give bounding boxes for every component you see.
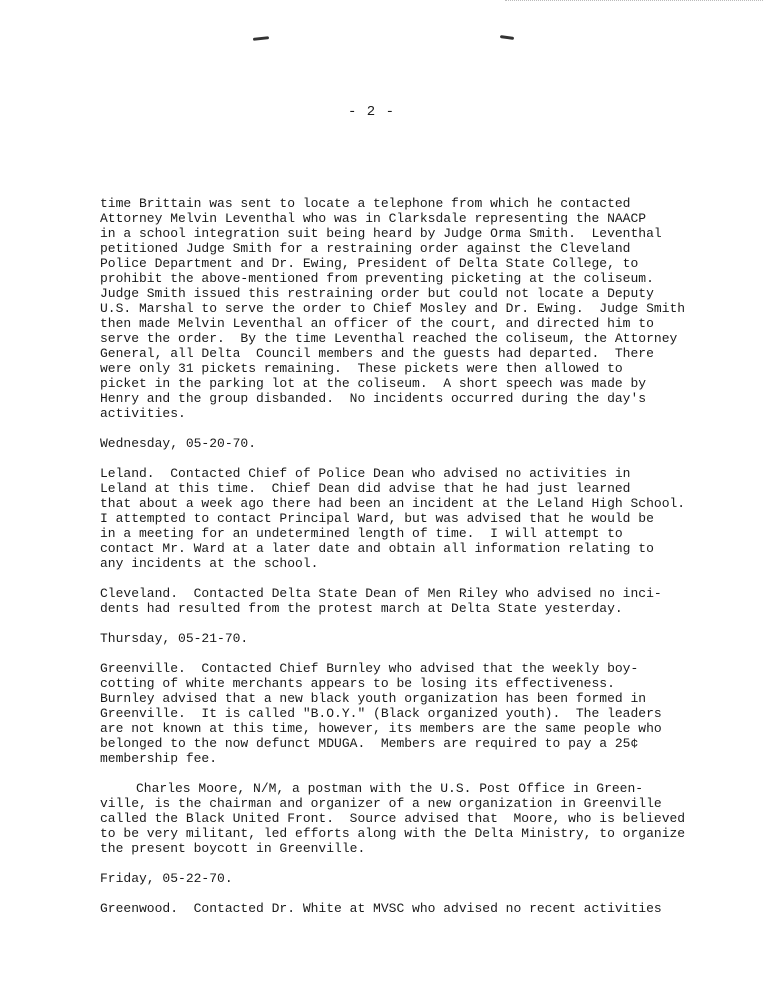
- text-line: Police Department and Dr. Ewing, President of Delta State College, to: [100, 256, 639, 271]
- text-line: activities.: [100, 406, 186, 421]
- text-line: General, all Delta Council members and the guests had departed. There: [100, 346, 654, 361]
- text-line: ville, is the chairman and organizer of a new organization in Greenville: [100, 796, 662, 811]
- document-body: [100, 196, 686, 916]
- text-line: Leland. Contacted Chief of Police Dean who advised no activities in: [100, 466, 631, 481]
- text-line: Greenville. It is called "B.O.Y." (Black organized youth). The leaders: [100, 706, 662, 721]
- text-line: Greenville. Contacted Chief Burnley who advised that the weekly boy-: [100, 661, 639, 676]
- text-line: serve the order. By the time Leventhal reached the coliseum, the Attorney: [100, 331, 678, 346]
- text-line: belonged to the now defunct MDUGA. Members are required to pay a 25¢: [100, 736, 639, 751]
- date-heading: Wednesday, 05-20-70.: [100, 436, 257, 451]
- text-line: to be very militant, led efforts along with the Delta Ministry, to organize: [100, 826, 686, 841]
- text-line: Judge Smith issued this restraining order but could not locate a Deputy: [100, 286, 654, 301]
- text-line: were only 31 pickets remaining. These pickets were then allowed to: [100, 361, 623, 376]
- text-line: in a school integration suit being heard by Judge Orma Smith. Leventhal: [100, 226, 662, 241]
- text-line: Burnley advised that a new black youth organization has been formed in: [100, 691, 647, 706]
- paragraph-greenwood: [100, 901, 680, 916]
- date-heading-thursday: [100, 631, 680, 646]
- text-line: then made Melvin Leventhal an officer of the court, and directed him to: [100, 316, 654, 331]
- scan-mark-left: [253, 36, 269, 41]
- text-line: picket in the parking lot at the coliseum. A short speech was made by: [100, 376, 647, 391]
- date-heading-friday: [100, 871, 680, 886]
- scan-mark-right: [500, 35, 514, 40]
- text-line: called the Black United Front. Source advised that Moore, who is believed: [100, 811, 686, 826]
- text-line: contact Mr. Ward at a later date and obtain all information relating to: [100, 541, 654, 556]
- text-line: cotting of white merchants appears to be losing its effectiveness.: [100, 676, 615, 691]
- date-heading: Friday, 05-22-70.: [100, 871, 233, 886]
- date-heading: Thursday, 05-21-70.: [100, 631, 249, 646]
- text-line: that about a week ago there had been an incident at the Leland High School.: [100, 496, 686, 511]
- text-line: Leland at this time. Chief Dean did advise that he had just learned: [100, 481, 631, 496]
- text-line: time Brittain was sent to locate a telephone from which he contacted: [100, 196, 631, 211]
- text-line: I attempted to contact Principal Ward, but was advised that he would be: [100, 511, 654, 526]
- text-line: are not known at this time, however, its members are the same people who: [100, 721, 662, 736]
- text-line: dents had resulted from the protest march at Delta State yesterday.: [100, 601, 623, 616]
- text-line: Henry and the group disbanded. No incidents occurred during the day's: [100, 391, 647, 406]
- text-line: U.S. Marshal to serve the order to Chief Mosley and Dr. Ewing. Judge Smith: [100, 301, 686, 316]
- text-line: Attorney Melvin Leventhal who was in Clarksdale representing the NAACP: [100, 211, 647, 226]
- text-line: any incidents at the school.: [100, 556, 319, 571]
- text-line: petitioned Judge Smith for a restraining order against the Cleveland: [100, 241, 631, 256]
- paragraph-leland: [100, 466, 686, 571]
- paragraph-cleveland: [100, 586, 680, 616]
- text-line: the present boycott in Greenville.: [100, 841, 366, 856]
- text-line: membership fee.: [100, 751, 218, 766]
- paragraph-restraining-order: [100, 196, 686, 421]
- paragraph-greenville: [100, 661, 680, 766]
- text-line: in a meeting for an undetermined length of time. I will attempt to: [100, 526, 623, 541]
- paragraph-charles-moore: [100, 781, 686, 856]
- text-line: Cleveland. Contacted Delta State Dean of Men Riley who advised no inci-: [100, 586, 662, 601]
- scan-edge-mark: [505, 0, 763, 1]
- page-number: - 2 -: [348, 104, 396, 120]
- text-line: Charles Moore, N/M, a postman with the U.S. Post Office in Green-: [136, 781, 644, 796]
- text-line: prohibit the above-mentioned from preventing picketing at the coliseum.: [100, 271, 654, 286]
- text-line: Greenwood. Contacted Dr. White at MVSC who advised no recent activities: [100, 901, 662, 916]
- date-heading-wednesday: [100, 436, 680, 451]
